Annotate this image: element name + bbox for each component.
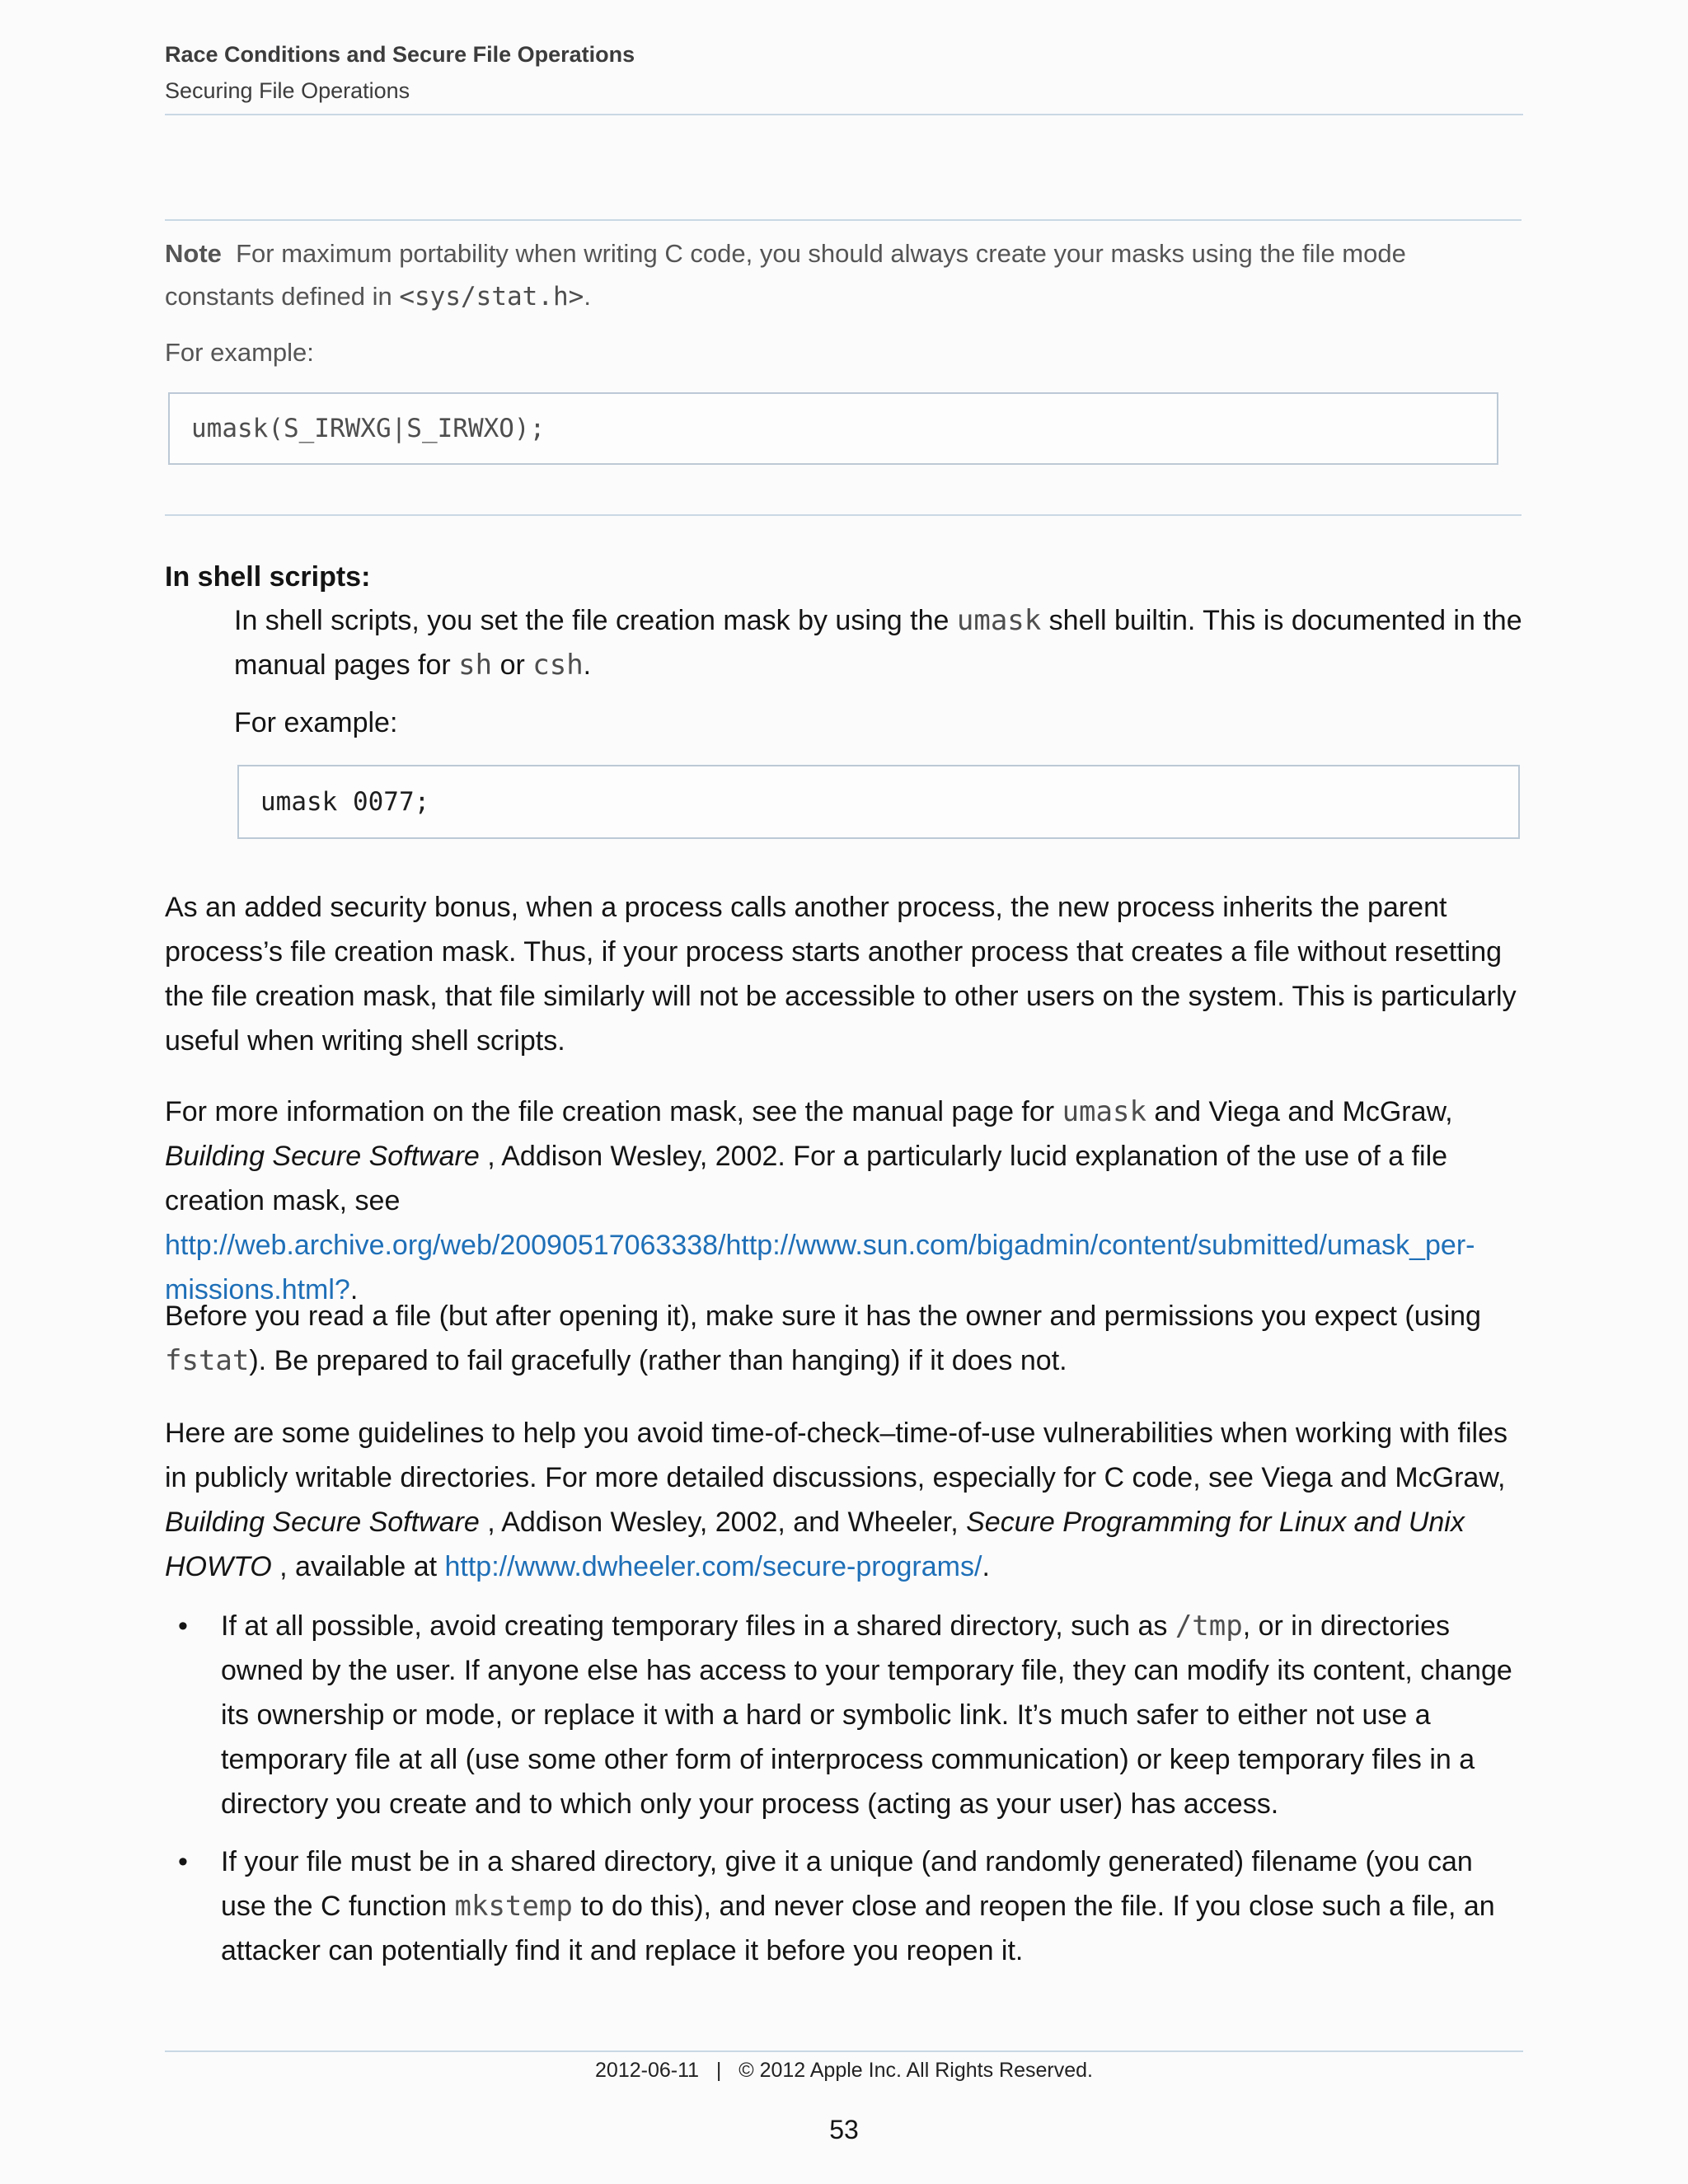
- shell-code: umask 0077;: [260, 787, 430, 817]
- footer-copyright: 2012-06-11 | © 2012 Apple Inc. All Rights Reserved.: [595, 2059, 1093, 2082]
- guidelines-list: [165, 1604, 1525, 1986]
- paragraph-more-info: For more information on the file creation mask, see the manual page for umask and Viega and McGraw, Building Secure Software , Addison Wesley, 2002. For a particularly lucid explanation of the use of a file creation mask, see http://web.archive.org/web/20090517063338/http://www.sun.com/bigadmin/content/submitted/umask_per- missions.html?.: [165, 1095, 1475, 1305]
- umask-code: umask: [956, 604, 1042, 637]
- dwheeler-link[interactable]: http://www.dwheeler.com/secure-programs/: [444, 1551, 982, 1582]
- footer-divider: [165, 2050, 1523, 2052]
- note-for-example: For example:: [165, 338, 314, 367]
- shell-term: In shell scripts:: [165, 561, 371, 593]
- umask-manual-code: umask: [1062, 1095, 1146, 1128]
- note-top-rule: [165, 219, 1522, 221]
- note-text: For maximum portability when writing C code, you should always create your masks using the file mode constants defined in: [165, 239, 1406, 311]
- page-number: 53: [829, 2115, 859, 2144]
- section-title: Securing File Operations: [165, 78, 410, 103]
- shell-for-example: For example:: [234, 707, 398, 738]
- list-item: • If your file must be in a shared directory, give it a unique (and randomly generated) filename (you can use the C function mkstemp to do this), and never close and reopen the file. If you close such a file, an attacker can potentially find it and replace it before you reopen it.: [165, 1840, 1525, 1973]
- fstat-code: fstat: [165, 1344, 250, 1377]
- shell-definition: In shell scripts, you set the file creation mask by using the umask shell builtin. This is documented in the manual pages for sh or csh. For example:: [234, 598, 1525, 745]
- list-item: • If at all possible, avoid creating temporary files in a shared directory, such as /tmp, or in directories owned by the user. If anyone else has access to your temporary file, they can modify its content, change its ownership or mode, or replace it with a hard or symbolic link. It’s much safer to either not use a temporary file at all (use some other form of interprocess communication) or keep temporary files in a directory you create and to which only your process (acting as your user) has access.: [165, 1604, 1525, 1826]
- book-title-viega: Building Secure Software: [165, 1507, 480, 1538]
- note-code-block: [168, 392, 1498, 465]
- tmp-code: /tmp: [1175, 1610, 1243, 1643]
- bullet-icon: •: [178, 1610, 188, 1642]
- shell-code-block: [237, 765, 1520, 839]
- bullet-icon: •: [178, 1846, 188, 1877]
- paragraph-fstat: Before you read a file (but after opening it), make sure it has the owner and permissions you expect (using fstat). Be prepared to fail gracefully (rather than hanging) if it does not.: [165, 1301, 1481, 1377]
- note-box: Note For maximum portability when writing C code, you should always create your masks using the file mode constants defined in <sys/stat.h>. For example:: [165, 232, 1522, 374]
- chapter-title: Race Conditions and Secure File Operations: [165, 42, 635, 67]
- book-title: Building Secure Software: [165, 1141, 480, 1172]
- csh-code: csh: [532, 649, 584, 682]
- umask-archive-link[interactable]: http://web.archive.org/web/20090517063338/http://www.sun.com/bigadmin/content/submitted/umask_per- missions.html?: [165, 1230, 1475, 1305]
- note-label: Note: [165, 239, 222, 268]
- sh-code: sh: [458, 649, 493, 682]
- mkstemp-code: mkstemp: [454, 1890, 573, 1923]
- note-header-file: <sys/stat.h>: [399, 282, 584, 312]
- paragraph-guidelines: Here are some guidelines to help you avoid time-of-check–time-of-use vulnerabilities when working with files in publicly writable directories. For more detailed discussions, especially for C code, see Viega and McGraw, Building Secure Software , Addison Wesley, 2002, and Wheeler, Secure Programming for Linux and Unix HOWTO , available at http://www.dwheeler.com/secure-programs/.: [165, 1418, 1507, 1582]
- book-title-wheeler: Secure Programming for Linux and Unix HOWTO: [165, 1507, 1465, 1582]
- page-header: [165, 36, 1523, 109]
- note-bottom-rule: [165, 514, 1522, 516]
- header-divider: [165, 114, 1523, 115]
- note-code: umask(S_IRWXG|S_IRWXO);: [191, 414, 546, 443]
- paragraph-inheritance: As an added security bonus, when a process calls another process, the new process inherits the parent process’s file creation mask. Thus, if your process starts another process that creates a file without resetting the file creation mask, that file similarly will not be accessible to other users on the system. This is particularly useful when writing shell scripts.: [165, 892, 1517, 1057]
